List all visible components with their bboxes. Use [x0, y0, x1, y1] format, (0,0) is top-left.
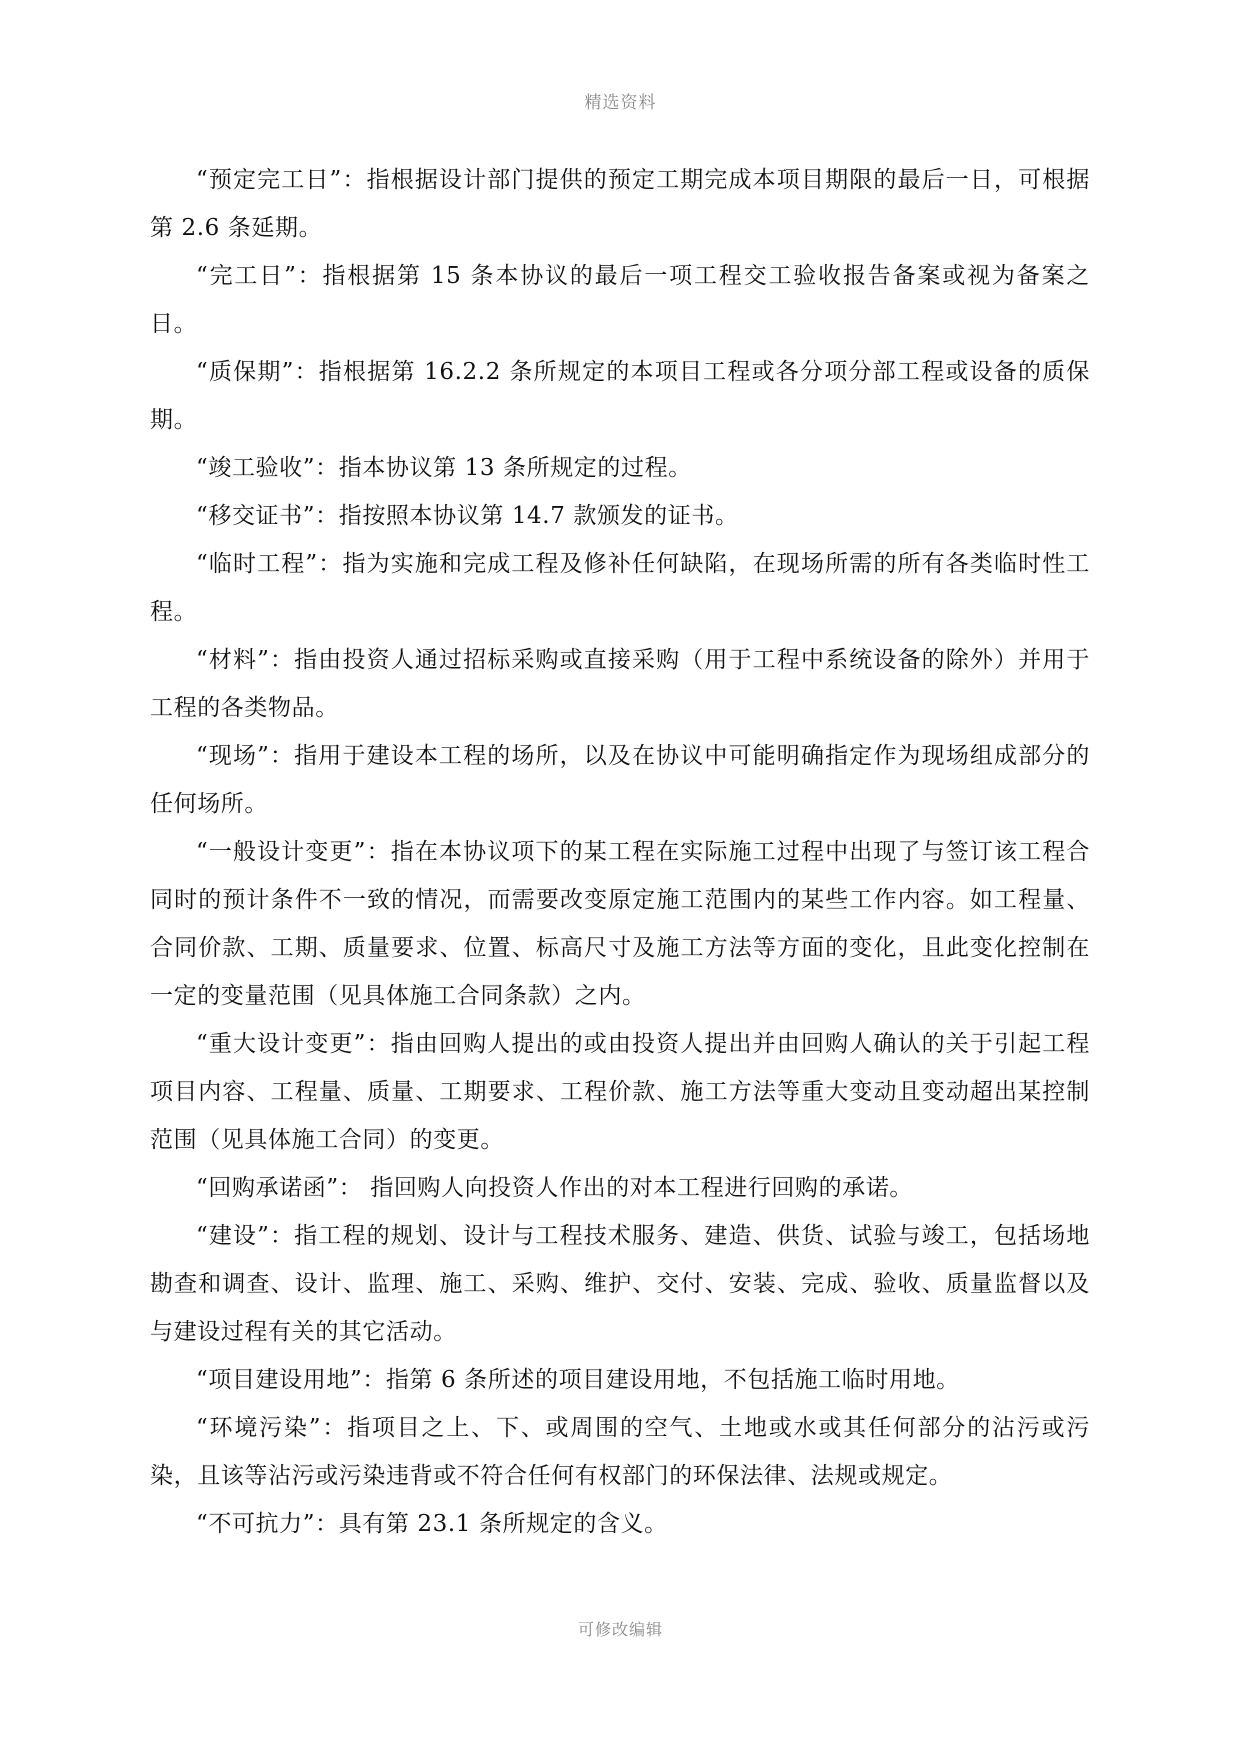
definition-paragraph: “回购承诺函”： 指回购人向投资人作出的对本工程进行回购的承诺。 [196, 1175, 914, 1201]
definition-paragraph: “环境污染”：指项目之上、下、或周围的空气、土地或水或其任何部分的沾污或污染，且该等沾污或污染违背或不符合任何有权部门的环保法律、法规或规定。 [150, 1415, 1090, 1489]
definition-paragraph: “预定完工日”：指根据设计部门提供的预定工期完成本项目期限的最后一日，可根据第 2.6 条延期。 [150, 167, 1090, 241]
definition-paragraph: “移交证书”：指按照本协议第 14.7 款颁发的证书。 [196, 503, 739, 529]
definition-paragraph: “材料”：指由投资人通过招标采购或直接采购（用于工程中系统设备的除外）并用于工程的各类物品。 [150, 647, 1090, 721]
definition-paragraph: “重大设计变更”：指由回购人提出的或由投资人提出并由回购人确认的关于引起工程项目内容、工程量、质量、工期要求、工程价款、施工方法等重大变动且变动超出某控制范围（见具体施工合同）的变更。 [150, 1031, 1090, 1153]
definition-paragraph: “项目建设用地”：指第 6 条所述的项目建设用地，不包括施工临时用地。 [196, 1367, 960, 1393]
definition-paragraph: “一般设计变更”：指在本协议项下的某工程在实际施工过程中出现了与签订该工程合同时的预计条件不一致的情况，而需要改变原定施工范围内的某些工作内容。如工程量、合同价款、工期、质量要求、位置、标高尺寸及施工方法等方面的变化，且此变化控制在一定的变量范围（见具体施工合同条款）之内。 [150, 839, 1090, 1009]
definition-paragraph: “不可抗力”：具有第 23.1 条所规定的含义。 [196, 1511, 668, 1537]
page-footer: 可修改编辑 [577, 1620, 663, 1639]
definition-paragraph: “完工日”：指根据第 15 条本协议的最后一项工程交工验收报告备案或视为备案之日。 [150, 263, 1090, 337]
definition-paragraph: “质保期”：指根据第 16.2.2 条所规定的本项目工程或各分项分部工程或设备的质保期。 [150, 359, 1090, 433]
definition-paragraph: “临时工程”：指为实施和完成工程及修补任何缺陷，在现场所需的所有各类临时性工程。 [150, 551, 1090, 625]
definition-paragraph: “建设”：指工程的规划、设计与工程技术服务、建造、供货、试验与竣工，包括场地勘查和调查、设计、监理、施工、采购、维护、交付、安装、完成、验收、质量监督以及与建设过程有关的其它活动。 [150, 1223, 1090, 1345]
page-header: 精选资料 [584, 93, 657, 113]
definition-paragraph: “现场”：指用于建设本工程的场所，以及在协议中可能明确指定作为现场组成部分的任何场所。 [150, 743, 1090, 817]
definition-paragraph: “竣工验收”：指本协议第 13 条所规定的过程。 [196, 455, 692, 481]
document-body [150, 156, 1090, 1548]
